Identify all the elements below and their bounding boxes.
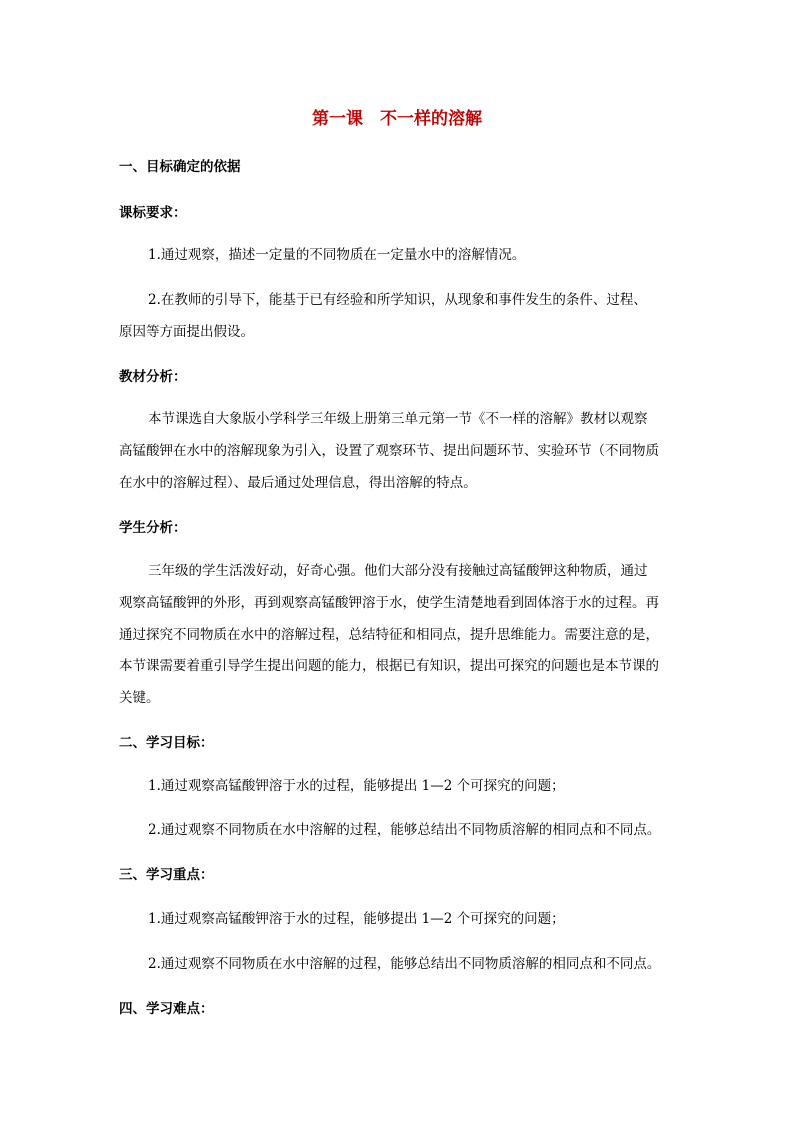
curriculum-requirement-2-line-2: 原因等方面提出假设。 bbox=[119, 324, 254, 340]
curriculum-requirement-2-line-1: 2.在教师的引导下，能基于已有经验和所学知识，从现象和事件发生的条件、过程、 bbox=[148, 292, 647, 308]
student-analysis-line-3: 通过探究不同物质在水中的溶解过程，总结特征和相同点，提升思维能力。需要注意的是， bbox=[119, 627, 659, 643]
objective-2: 2.通过观察不同物质在水中溶解的过程，能够总结出不同物质溶解的相同点和不同点。 bbox=[148, 822, 661, 838]
curriculum-requirements-label: 课标要求： bbox=[119, 205, 187, 221]
section-heading-basis: 一、目标确定的依据 bbox=[119, 159, 241, 175]
textbook-analysis-line-1: 本节课选自大象版小学科学三年级上册第三单元第一节《不一样的溶解》教材以观察 bbox=[148, 411, 648, 427]
section-heading-difficulties: 四、学习难点： bbox=[119, 1001, 214, 1017]
section-heading-objectives: 二、学习目标： bbox=[119, 735, 214, 751]
curriculum-requirement-1: 1.通过观察，描述一定量的不同物质在一定量水中的溶解情况。 bbox=[148, 247, 526, 263]
textbook-analysis-line-2: 高锰酸钾在水中的溶解现象为引入，设置了观察环节、提出问题环节、实验环节（不同物质 bbox=[119, 443, 659, 459]
student-analysis-line-5: 关键。 bbox=[119, 690, 160, 706]
objective-1: 1.通过观察高锰酸钾溶于水的过程，能够提出 1—2 个可探究的问题； bbox=[148, 778, 565, 794]
student-analysis-line-1: 三年级的学生活泼好动，好奇心强。他们大部分没有接触过高锰酸钾这种物质，通过 bbox=[148, 563, 648, 579]
textbook-analysis-line-3: 在水中的溶解过程）、最后通过处理信息，得出溶解的特点。 bbox=[119, 475, 477, 491]
key-point-1: 1.通过观察高锰酸钾溶于水的过程，能够提出 1—2 个可探究的问题； bbox=[148, 911, 565, 927]
section-heading-key-points: 三、学习重点： bbox=[119, 867, 214, 883]
student-analysis-label: 学生分析： bbox=[119, 520, 187, 536]
student-analysis-line-2: 观察高锰酸钾的外形，再到观察高锰酸钾溶于水，使学生清楚地看到固体溶于水的过程。再 bbox=[119, 595, 659, 611]
student-analysis-line-4: 本节课需要着重引导学生提出问题的能力，根据已有知识，提出可探究的问题也是本节课的 bbox=[119, 658, 659, 674]
textbook-analysis-label: 教材分析： bbox=[119, 369, 187, 385]
page-title: 第一课 不一样的溶解 bbox=[312, 109, 482, 129]
key-point-2: 2.通过观察不同物质在水中溶解的过程，能够总结出不同物质溶解的相同点和不同点。 bbox=[148, 956, 661, 972]
